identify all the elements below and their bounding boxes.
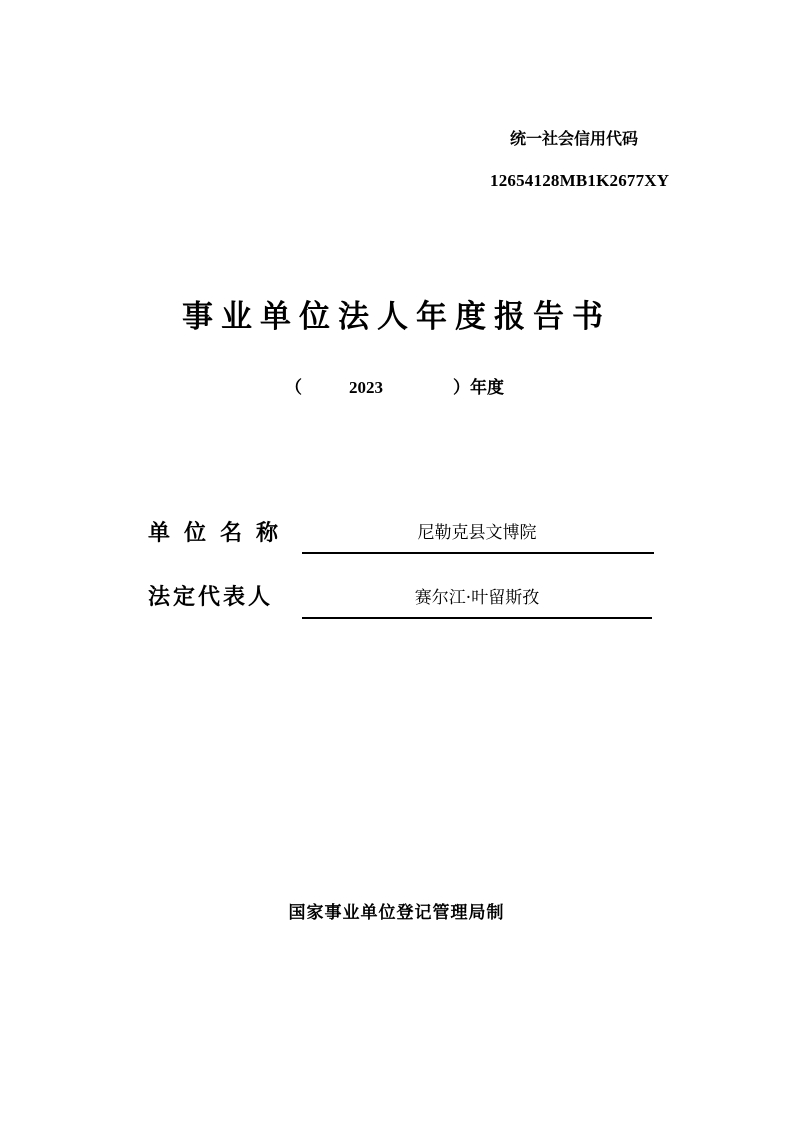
legal-rep-label: 法定代表人 bbox=[148, 585, 274, 610]
credit-code-value: 12654128MB1K2677XY bbox=[490, 171, 670, 190]
page-title: 事业单位法人年度报告书 bbox=[182, 299, 611, 335]
unit-name-label: 单位名称 bbox=[148, 521, 293, 546]
issuer-footer: 国家事业单位登记管理局制 bbox=[288, 903, 505, 923]
legal-rep-underline bbox=[302, 617, 652, 619]
report-year: 2023 bbox=[349, 378, 383, 397]
year-open-paren: （ bbox=[285, 378, 302, 398]
credit-code-label: 统一社会信用代码 bbox=[510, 129, 639, 148]
unit-name-underline bbox=[302, 552, 654, 554]
unit-name-value: 尼勒克县文博院 bbox=[417, 523, 537, 543]
year-suffix: ）年度 bbox=[453, 378, 504, 398]
legal-rep-value: 赛尔江·叶留斯孜 bbox=[414, 588, 540, 608]
